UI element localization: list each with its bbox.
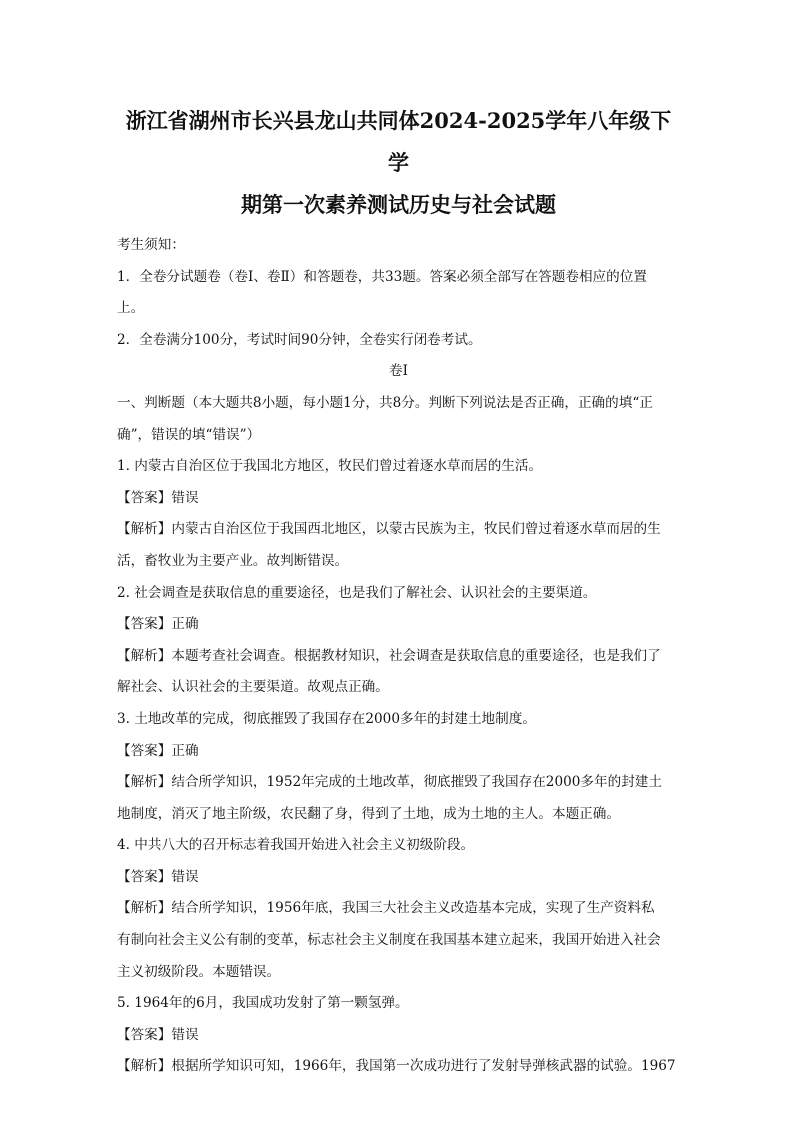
question-5 [117, 988, 680, 1083]
notice-item-2: 2．全卷满分100分，考试时间90分钟，全卷实行闭卷考试。 [117, 331, 482, 348]
analysis-line: 【解析】内蒙古自治区位于我国西北地区，以蒙古民族为主，牧民们曾过着逐水草而居的生 [117, 521, 661, 538]
answer-line: 【答案】错误 [117, 868, 199, 885]
question-3 [117, 704, 680, 830]
analysis-line: 【解析】本题考查社会调查。根据教材知识，社会调查是获取信息的重要途径，也是我们了 [117, 647, 661, 664]
question-text: 5. 1964年的6月，我国成功发射了第一颗氢弹。 [117, 995, 409, 1012]
document-title-line-2: 期第一次素养测试历史与社会试题 [241, 192, 556, 217]
section-instructions: 一、判断题（本大题共8小题，每小题1分，共8分。判断下列说法是否正确，正确的填“正 [117, 394, 653, 411]
answer-line: 【答案】正确 [117, 616, 199, 633]
analysis-line: 【解析】结合所学知识，1956年底，我国三大社会主义改造基本完成，实现了生产资料私 [117, 900, 655, 917]
question-4 [117, 830, 680, 988]
answer-line: 【答案】错误 [117, 1026, 199, 1043]
question-1 [117, 451, 680, 577]
analysis-line: 主义初级阶段。本题错误。 [117, 963, 281, 980]
analysis-line: 活，畜牧业为主要产业。故判断错误。 [117, 552, 349, 569]
analysis-line: 解社会、认识社会的主要渠道。故观点正确。 [117, 679, 389, 696]
analysis-line: 地制度，消灭了地主阶级，农民翻了身，得到了土地，成为土地的主人。本题正确。 [117, 805, 620, 822]
document-title-line-1: 浙江省湖州市长兴县龙山共同体2024-2025学年八年级下学 [125, 108, 672, 175]
analysis-line: 有制向社会主义公有制的变革，标志社会主义制度在我国基本建立起来，我国开始进入社会 [117, 932, 661, 949]
question-text: 4. 中共八大的召开标志着我国开始进入社会主义初级阶段。 [117, 837, 475, 854]
analysis-line: 【解析】结合所学知识，1952年完成的土地改革，彻底摧毁了我国存在2000多年的封建土 [117, 774, 662, 791]
answer-line: 【答案】错误 [117, 489, 199, 506]
question-2 [117, 578, 680, 704]
analysis-line: 【解析】根据所学知识可知，1966年，我国第一次成功进行了发射导弹核武器的试验。1967 [117, 1058, 676, 1075]
section-label: 卷I [389, 363, 408, 380]
answer-line: 【答案】正确 [117, 742, 199, 759]
notice-item-1: 1．全卷分试题卷（卷Ⅰ、卷Ⅱ）和答题卷，共33题。答案必须全部写在答题卷相应的位置 [117, 268, 647, 285]
document-page [117, 100, 680, 1083]
notice-item-1-cont: 上。 [117, 300, 145, 317]
question-text: 1. 内蒙古自治区位于我国北方地区，牧民们曾过着逐水草而居的生活。 [117, 458, 543, 475]
section-instructions-cont: 确”，错误的填“错误”） [117, 426, 261, 443]
question-text: 3. 土地改革的完成，彻底摧毁了我国存在2000多年的封建土地制度。 [117, 710, 536, 727]
notice-heading: 考生须知： [117, 237, 185, 253]
question-text: 2. 社会调查是获取信息的重要途径，也是我们了解社会、认识社会的主要渠道。 [117, 584, 597, 601]
